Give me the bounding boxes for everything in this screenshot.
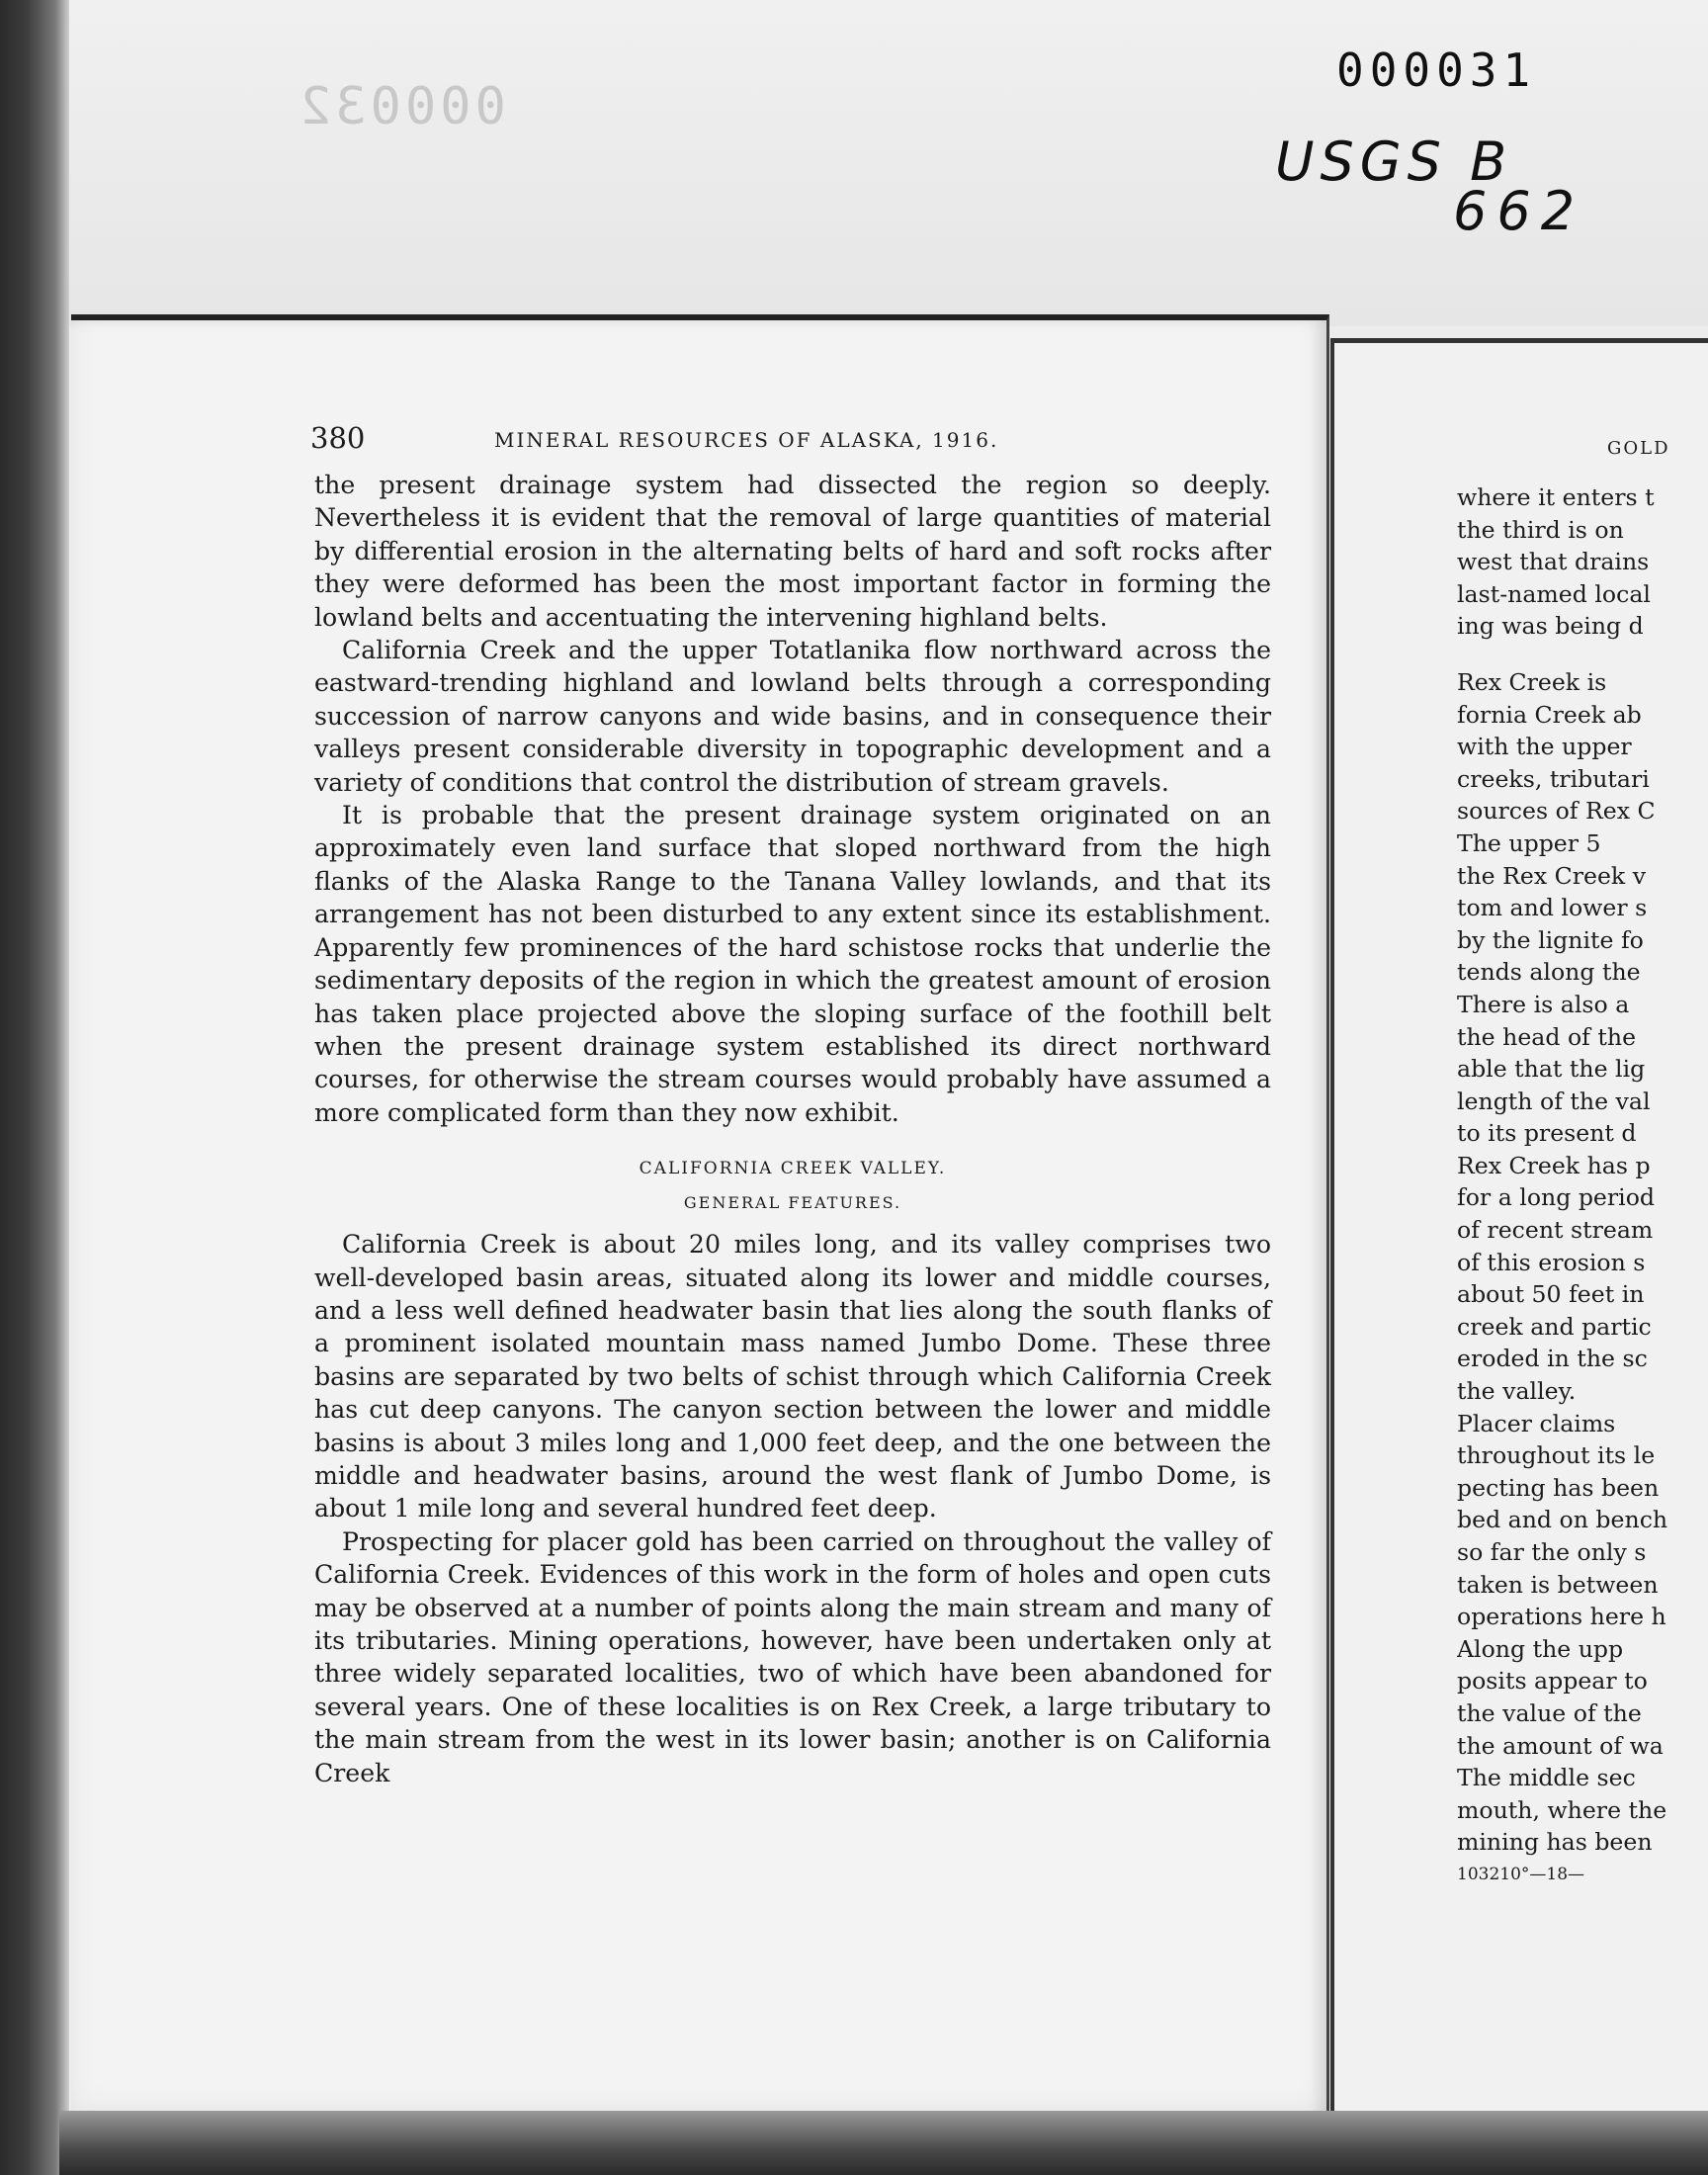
text-line: the valley. <box>1457 1377 1577 1406</box>
handwritten-note-number: 662 <box>1453 180 1585 242</box>
text-line: sources of Rex C <box>1457 797 1656 826</box>
bleed-through-number: 000032 <box>297 77 506 136</box>
printer-code: 103210°—18— <box>1457 1864 1585 1884</box>
text-line: posits appear to <box>1457 1667 1648 1696</box>
section-heading: CALIFORNIA CREEK VALLEY. <box>639 1159 947 1179</box>
text-line: fornia Creek ab <box>1457 700 1642 729</box>
running-head-title: MINERAL RESOURCES OF ALASKA, 1916. <box>494 428 999 452</box>
text-line: for a long period <box>1457 1183 1656 1212</box>
text-line: eroded in the sc <box>1457 1345 1648 1373</box>
running-head <box>310 421 1299 461</box>
text-line: throughout its le <box>1457 1441 1656 1470</box>
text-line: taken is between <box>1457 1570 1659 1599</box>
text-line: where it enters t <box>1457 483 1655 511</box>
text-line: tends along the <box>1457 958 1641 987</box>
text-line: Placer claims <box>1457 1409 1616 1437</box>
spacer <box>1457 643 1708 666</box>
text-line: creeks, tributari <box>1457 764 1650 793</box>
text-line: so far the only s <box>1457 1538 1647 1566</box>
text-line: with the upper <box>1457 733 1632 761</box>
text-line: the third is on <box>1457 515 1624 544</box>
text-line: by the lignite fo <box>1457 925 1644 954</box>
right-page-text <box>1457 481 1708 1891</box>
text-line: mining has been <box>1457 1828 1653 1857</box>
text-line: The upper 5 <box>1457 828 1601 857</box>
paragraph: California Creek and the upper Totatlanika flow northward across the eastward-trending highland and lowland belts through a corresponding succession of narrow canyons and wide basins, and in consequence their valleys present considerable diversity in topographic development and a variety of conditions that control the distribution of stream gravels. <box>314 636 1271 797</box>
scan-dark-bottom-edge <box>59 2111 1708 2175</box>
left-book-page <box>71 314 1329 2130</box>
page-number: 380 <box>310 421 366 455</box>
right-running-head: GOLD <box>1607 438 1670 459</box>
text-line: to its present d <box>1457 1119 1637 1148</box>
text-line: the Rex Creek v <box>1457 861 1647 890</box>
paragraph: Prospecting for placer gold has been carried on throughout the valley of California Creek. Evidences of this work in the form of holes and open cuts may be observed at a number of points along the main stream and many of its tributaries. Mining operations, however, have been undertaken only at three widely separated localities, two of which have been abandoned for several years. One of these localities is on Rex Creek, a large tributary to the main stream from the west in its lower basin; another is on California Creek <box>314 1526 1271 1787</box>
text-line: about 50 feet in <box>1457 1280 1645 1309</box>
stamped-page-number: 000031 <box>1336 44 1537 97</box>
text-line: the head of the <box>1457 1022 1637 1051</box>
text-line: west that drains <box>1457 548 1650 576</box>
text-line: Along the upp <box>1457 1634 1624 1663</box>
text-line: able that the lig <box>1457 1055 1646 1084</box>
text-line: There is also a <box>1457 990 1630 1018</box>
paragraph: California Creek is about 20 miles long, and its valley comprises two well-developed basin areas, situated along its lower and middle courses, and a less well defined headwater basin that lies along the south flanks of a prominent isolated mountain mass named Jumbo Dome. These three basins are separated by two belts of schist through which California Creek has cut deep canyons. The canyon section between the lower and middle basins is about 3 miles long and 1,000 feet deep, and the one between the middle and headwater basins, around the west flank of Jumbo Dome, is about 1 mile long and several hundred feet deep. <box>314 1230 1271 1523</box>
scan-dark-left-edge <box>0 0 69 2175</box>
text-line: ing was being d <box>1457 612 1644 641</box>
text-line: of this erosion s <box>1457 1248 1646 1276</box>
right-book-page-fragment <box>1330 338 1708 2132</box>
text-line: creek and partic <box>1457 1312 1652 1341</box>
text-line: Rex Creek has p <box>1457 1151 1651 1179</box>
text-line: Rex Creek is <box>1457 667 1607 696</box>
text-line: bed and on bench <box>1457 1506 1668 1534</box>
text-line: mouth, where the <box>1457 1795 1667 1824</box>
text-line: The middle sec <box>1457 1764 1636 1792</box>
text-line: of recent stream <box>1457 1216 1654 1245</box>
text-line: length of the val <box>1457 1087 1651 1115</box>
paragraph: It is probable that the present drainage system originated on an approximately even land surface that sloped northward from the high flanks of the Alaska Range to the Tanana Valley lowlands, and that its arrangement has not been disturbed to any extent since its establishment. Apparently few prominences of the hard schistose rocks that underlie the sedimentary deposits of the region in which the greatest amount of erosion has taken place projected above the sloping surface of the foothill belt when the present drainage system established its direct northward courses, for otherwise the stream courses would probably have assumed a more complicated form than they now exhibit. <box>314 801 1271 1127</box>
text-line: last-named local <box>1457 579 1651 608</box>
body-text <box>314 469 1271 1789</box>
text-line: pecting has been <box>1457 1473 1660 1502</box>
text-line: operations here h <box>1457 1603 1666 1631</box>
sub-heading: GENERAL FEATURES. <box>683 1193 902 1213</box>
handwritten-note-usgs: USGS B <box>1275 130 1513 193</box>
paragraph: the present drainage system had dissected the region so deeply. Nevertheless it is evident that the removal of large quantities of material by differential erosion in the alternating belts of hard and soft rocks after they were deformed has been the most important factor in forming the lowland belts and accentuating the intervening highland belts. <box>314 471 1271 632</box>
text-line: the amount of wa <box>1457 1731 1664 1760</box>
text-line: tom and lower s <box>1457 894 1648 922</box>
text-line: the value of the <box>1457 1698 1642 1727</box>
